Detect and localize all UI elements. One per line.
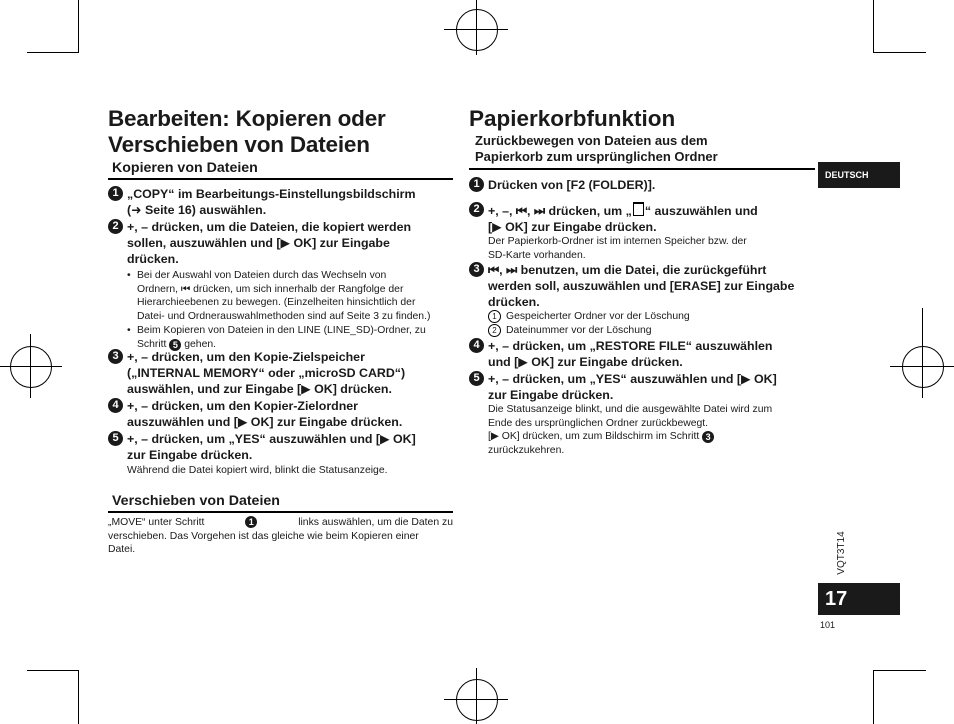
- section-copy-title: Kopieren von Dateien: [112, 160, 258, 176]
- step-number: 2: [469, 202, 484, 217]
- step-number: 3: [108, 349, 123, 364]
- trash-step-2: 2 +, –, ⏮, ⏭ drücken, um „ “ auszuwählen und [▶ OK] zur Eingabe drücken. Der Papierkorb-Ordner ist im internen Speicher bzw. der SD-Karte vorhanden.: [469, 202, 819, 262]
- note-bullet: • Bei der Auswahl von Dateien durch das Wechseln von Ordnern, ⏮ drücken, um sich innerhalb der Rangfolge der Hierarchieebenen zu bewegen. (Einzelheiten hinsichtlich der Datei- und Ordnerauswahlmethoden sind auf Seite 3 zu finden.): [127, 270, 431, 323]
- copy-step-1: 1 „COPY“ im Bearbeitungs-Einstellungsbildschirm (➜ Seite 16) auswählen.: [108, 186, 458, 218]
- step-number: 1: [108, 186, 123, 201]
- right-subtitle: Zurückbewegen von Dateien aus dem Papierkorb zum ursprünglichen Ordner: [475, 133, 718, 164]
- copy-step-4: 4 +, – drücken, um den Kopier-Zielordner auszuwählen und [▶ OK] zur Eingabe drücken.: [108, 398, 458, 430]
- right-section-rule: [469, 168, 815, 170]
- step-number: 3: [469, 262, 484, 277]
- step-number: 5: [108, 431, 123, 446]
- step-number: 1: [469, 177, 484, 192]
- right-title: Papierkorbfunktion: [469, 106, 676, 131]
- model-code: VQT3T14: [836, 531, 847, 575]
- skip-back-icon: ⏮: [180, 283, 191, 295]
- copy-step-3: 3 +, – drücken, um den Kopie-Zielspeicher („INTERNAL MEMORY“ oder „microSD CARD“) auswählen, und zur Eingabe [▶ OK] drücken.: [108, 349, 458, 397]
- step-ref-badge: 1: [245, 516, 257, 528]
- circled-number: 2: [488, 324, 501, 337]
- step-ref-badge: 5: [169, 339, 181, 351]
- step-number: 4: [469, 338, 484, 353]
- move-paragraph: „MOVE“ unter Schritt 1 links auswählen, um die Daten zu verschieben. Das Vorgehen ist das gleiche wie beim Kopieren einer Datei.: [108, 517, 453, 556]
- step-number: 5: [469, 371, 484, 386]
- section-move-title: Verschieben von Dateien: [112, 493, 280, 509]
- step-ref-badge: 3: [702, 431, 714, 443]
- copy-step-5: 5 +, – drücken, um „YES“ auszuwählen und [▶ OK] zur Eingabe drücken. Während die Datei kopiert wird, blinkt die Statusanzeige.: [108, 431, 458, 478]
- small-page-number: 101: [820, 620, 836, 630]
- page-number-tab: 17: [818, 583, 900, 615]
- circled-number: 1: [488, 310, 501, 323]
- trash-icon: [633, 202, 644, 216]
- language-tab: DEUTSCH: [818, 162, 900, 188]
- section-copy-rule: [108, 178, 453, 180]
- title-line-2: Verschieben von Dateien: [108, 132, 370, 157]
- trash-step-3: 3 ⏮, ⏭ benutzen, um die Datei, die zurückgeführt werden soll, auszuwählen und [ERASE] zur Eingabe drücken. 1 Gespeicherter Ordner vor der Löschung 2 Dateinummer vor der Löschung: [469, 262, 819, 337]
- left-title: [108, 106, 468, 158]
- step-number: 4: [108, 398, 123, 413]
- copy-step-2: 2 +, – drücken, um die Dateien, die kopiert werden sollen, auszuwählen und [▶ OK] zur Eingabe drücken. • Bei der Auswahl von Dateien durch das Wechseln von Ordnern, ⏮ drücken, um sich innerhalb der Rangfolge der Hierarchieebenen zu bewegen. (Einzelheiten hinsichtlich der Datei- und Ordnerauswahlmethoden sind auf Seite 3 zu finden.) • Beim Kopieren von Dateien in den LINE (LINE_SD)-Ordner, zu Schritt 5 gehen.: [108, 219, 458, 351]
- trash-step-5: 5 +, – drücken, um „YES“ auszuwählen und [▶ OK] zur Eingabe drücken. Die Statusanzeige blinkt, und die ausgewählte Datei wird zum Ende des ursprünglichen Ordner zurückbewegt. [▶ OK] drücken, um zum Bildschirm im Schritt 3 zurückzukehren.: [469, 371, 819, 458]
- step-number: 2: [108, 219, 123, 234]
- trash-step-1: 1 Drücken von [F2 (FOLDER)].: [469, 177, 819, 193]
- note-bullet: • Beim Kopieren von Dateien in den LINE (LINE_SD)-Ordner, zu Schritt 5 gehen.: [127, 324, 426, 350]
- trash-step-4: 4 +, – drücken, um „RESTORE FILE“ auszuwählen und [▶ OK] zur Eingabe drücken.: [469, 338, 819, 370]
- title-line-1: Bearbeiten: Kopieren oder: [108, 106, 386, 131]
- section-move-rule: [108, 511, 453, 513]
